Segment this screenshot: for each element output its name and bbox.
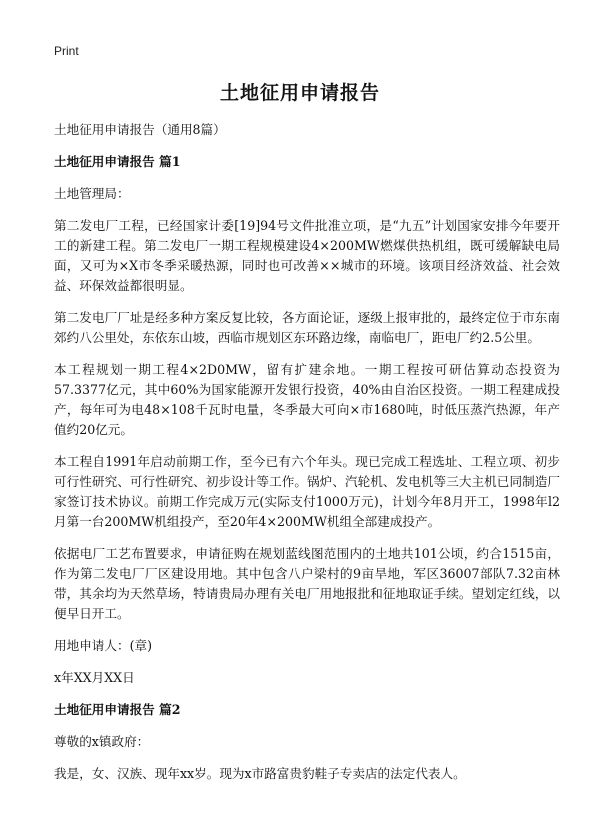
applicant-line: 用地申请人：(章) (54, 638, 152, 653)
document-body (54, 120, 560, 796)
page-title: 土地征用申请报告 (219, 82, 380, 104)
paragraph-2: 第二发电厂厂址是经多种方案反复比较，各方面论证，逐级上报审批的，最终定位于市东南郊约八公里处，东依东山坡，西临市规划区东环路边缘，南临电厂，距电厂约2.5公里。 (54, 310, 560, 345)
salutation-1: 土地管理局： (54, 186, 130, 201)
paragraph-1: 第二发电厂工程，已经国家计委[19]94号文件批准立项，是“九五”计划国家安排今年要开工的新建工程。第二发电厂一期工程规模建设4×200MW燃煤供热机组，既可缓解缺电局面，又可为×X市冬季采暖热源，同时也可改善××城市的环境。该项目经济效益、社会效益、环保效益都很明显。 (54, 218, 560, 293)
paragraph-3: 本工程规划一期工程4×2D0MW，留有扩建余地。一期工程按可研估算动态投资为57.3377亿元，其中60%为国家能源开发银行投资，40%由自治区投资。一期工程建成投产，每年可为电48×108千瓦时电量，冬季最大可向×市1680吨，时低压蒸汽热源，年产值约20亿元。 (54, 362, 560, 437)
section-heading-2: 土地征用申请报告 篇2 (54, 702, 181, 717)
print-link[interactable]: Print (54, 44, 79, 58)
section-heading-1: 土地征用申请报告 篇1 (54, 154, 181, 169)
salutation-2: 尊敬的x镇政府： (54, 734, 150, 749)
paragraph-6: 我是，女、汉族、现年xx岁。现为x市路富贵豹鞋子专卖店的法定代表人。 (54, 766, 466, 781)
paragraph-5: 依据电厂工艺布置要求，申请征购在规划蓝线图范围内的土地共101公顷，约合1515亩，作为第二发电厂厂区建设用地。其中包含八户梁村的9亩旱地，军区36007部队7.32亩林带，其余均为天然草场，特请贵局办理有关电厂用地报批和征地取证手续。望划定红线，以便早日开工。 (54, 546, 560, 621)
document-intro: 土地征用申请报告（通用8篇） (54, 122, 226, 137)
paragraph-4: 本工程自1991年启动前期工作，至今已有六个年头。现已完成工程选址、工程立项、初步可行性研究、可行性研究、初步设计等工作。锅炉、汽轮机、发电机等三大主机已同制造厂家签订技术协议。前期工作完成万元(实际支付1000万元)，计划今年8月开工，1998年l2月第一台200MW机组投产，至20年4×200MW机组全部建成投产。 (54, 454, 560, 529)
date-line: x年XX月XX日 (54, 670, 135, 685)
